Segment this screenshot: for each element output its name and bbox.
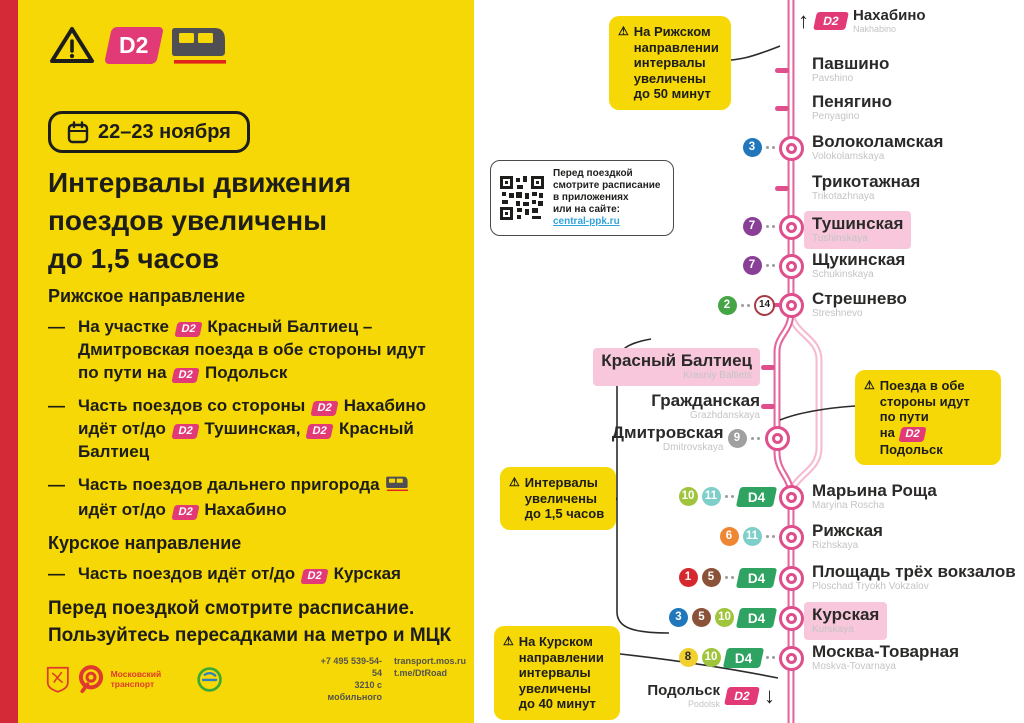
station-interchange-marker [779, 525, 804, 550]
station-text [651, 391, 760, 422]
metro-line-2-badge: 2 [718, 296, 737, 315]
transfer-badges [743, 138, 776, 157]
station-text [812, 521, 883, 552]
station-label [812, 54, 889, 85]
station-tick [775, 106, 789, 111]
station-tick [761, 365, 775, 370]
station-interchange-marker [779, 215, 804, 240]
station-interchange-marker [779, 485, 804, 510]
station-text [812, 562, 1016, 593]
callout-text: На Курском направлении интервалы увеличены до 40 минут [518, 634, 604, 711]
footer-phone-mobile: 3210 с мобильного [327, 680, 382, 702]
callout-interval-90 [500, 467, 616, 530]
qr-schedule-box [490, 160, 674, 236]
station-interchange-marker [779, 646, 804, 671]
central-ppk-link[interactable]: central-ppk.ru [553, 216, 620, 227]
d2-badge: D2 [724, 687, 760, 705]
transfer-badges [743, 256, 776, 275]
metro-line-3-badge: 3 [669, 608, 688, 627]
bullet-text: Часть поездов со стороны D2 Нахабино идёт от/до D2 Тушинская, D2 Красный Балтиец [78, 396, 427, 461]
station-translit: Krasniy Baltiets [683, 370, 752, 381]
station-label-left [612, 422, 760, 454]
bypass-branch-line [791, 310, 819, 498]
station-label [812, 481, 937, 512]
station-tick [761, 404, 775, 409]
station-text [812, 481, 937, 512]
metro-line-1-badge: 1 [679, 568, 698, 587]
station-translit: Streshnevo [812, 308, 863, 319]
station-name: Гражданская [651, 390, 760, 410]
d4-badge: D4 [736, 568, 777, 588]
d4-badge: D4 [722, 648, 763, 668]
station-label [812, 642, 959, 673]
d2-badge: D2 [172, 368, 200, 383]
station-translit: Trikotazhnaya [812, 191, 875, 202]
d4-badge: D4 [736, 487, 777, 507]
callout-kursk [494, 626, 620, 720]
station-text [812, 250, 905, 281]
station-translit: Schukinskaya [812, 269, 874, 280]
d2-badge: D2 [899, 427, 927, 442]
d2-badge: D2 [171, 424, 199, 439]
callout-text: Интервалы увеличены до 1,5 часов [524, 475, 605, 521]
arrow-down-icon: ↓ [764, 683, 775, 708]
station-translit: Tushinskaya [812, 233, 868, 244]
station-highlight [804, 211, 911, 249]
station-name: Волоколамская [812, 132, 944, 151]
station-tick [775, 186, 789, 191]
station-name: Пенягино [812, 92, 893, 111]
terminus-name: Подольск [647, 682, 720, 699]
d2-badge: D2 [300, 569, 328, 584]
transfer-dots [766, 535, 776, 538]
station-interchange-marker [779, 293, 804, 318]
callout-riga [609, 16, 731, 110]
callout-podolsk-route [855, 370, 1001, 465]
transfer-badges [679, 648, 776, 668]
transfer-dots [766, 656, 776, 659]
section-heading: Курское направление [48, 533, 242, 553]
brand-text: Московский транспорт [110, 669, 162, 689]
d2-badge: D2 [171, 505, 199, 520]
station-interchange-marker [779, 136, 804, 161]
d2-badge: D2 [174, 322, 202, 337]
station-translit: Penyagino [812, 111, 860, 122]
station-name: Марьина Роща [812, 481, 937, 500]
station-label [812, 132, 943, 163]
metro-line-9-badge: 9 [728, 429, 747, 448]
callout-text: Поезда в обе стороны идут по пути на D2 Подольск [879, 378, 970, 457]
transfer-dots [766, 225, 776, 228]
metro-line-7-badge: 7 [743, 256, 762, 275]
station-label [812, 521, 883, 552]
station-text [812, 172, 920, 203]
warning-icon: ⚠ [503, 634, 514, 648]
station-label-left [593, 351, 760, 383]
station-label [812, 250, 905, 281]
station-text [812, 54, 889, 85]
outro-text: Перед поездкой смотрите расписание. Пользуйтесь пересадками на метро и МЦК [48, 598, 452, 646]
arrow-up-icon: ↑ [798, 8, 809, 33]
station-text [812, 92, 892, 123]
transfer-badges [679, 568, 776, 588]
metro-line-7-badge: 7 [743, 217, 762, 236]
qr-code [499, 175, 545, 221]
metro-line-11-badge: 11 [702, 487, 721, 506]
metro-line-5-badge: 5 [692, 608, 711, 627]
metro-line-5-badge: 5 [702, 568, 721, 587]
transfer-dots [725, 495, 735, 498]
terminus-podolsk [647, 683, 775, 709]
bullet-dash: — [48, 475, 65, 494]
footer-site: transport.mos.ru [393, 656, 466, 666]
terminus-translit: Nakhabino [853, 24, 897, 34]
metro-line-10-badge: 10 [679, 487, 698, 506]
station-interchange-marker [765, 426, 790, 451]
station-translit: Kurskaya [812, 624, 854, 635]
station-highlight [593, 348, 760, 386]
station-name: Павшино [812, 54, 890, 73]
warning-icon: ⚠ [864, 378, 875, 392]
transfer-dots [741, 304, 751, 307]
station-name: Красный Балтиец [601, 351, 752, 370]
station-translit: Ploschad Tryokh Vokzalov [812, 581, 929, 592]
station-highlight [804, 602, 887, 640]
section-heading: Рижское направление [48, 286, 246, 306]
metro-line-11-badge: 11 [743, 527, 762, 546]
d4-badge: D4 [736, 608, 777, 628]
date-text: 22–23 ноября [98, 120, 231, 143]
bullet-dash: — [48, 317, 65, 336]
d2-badge: D2 [306, 424, 334, 439]
transfer-badges [669, 608, 775, 628]
terminus-name: Нахабино [853, 7, 926, 24]
transfer-dots [751, 437, 761, 440]
station-translit: Rizhskaya [812, 540, 859, 551]
transfer-badges [743, 217, 776, 236]
station-interchange-marker [779, 606, 804, 631]
metro-line-6-badge: 6 [720, 527, 739, 546]
station-label-left [651, 390, 760, 422]
station-translit: Volokolamskaya [812, 151, 885, 162]
transfer-dots [725, 576, 735, 579]
warning-icon: ⚠ [509, 475, 520, 489]
station-label [804, 602, 887, 640]
d2-badge: D2 [813, 12, 849, 30]
bullet-text: Часть поездов дальнего пригорода идёт от/до D2 Нахабино [78, 473, 409, 521]
warning-icon: ⚠ [618, 24, 629, 38]
metro-line-10-badge: 10 [702, 648, 721, 667]
callout-text: На Рижском направлении интервалы увеличены до 50 минут [633, 24, 719, 101]
footer-telegram: t.me/DtRoad [393, 668, 447, 678]
station-translit: Moskva-Tovarnaya [812, 661, 896, 672]
station-name: Стрешнево [812, 289, 907, 308]
station-interchange-marker [779, 566, 804, 591]
station-tick [775, 68, 789, 73]
transfer-badges [679, 487, 776, 507]
footer-phone: +7 495 539-54-54 [320, 656, 382, 678]
station-label [804, 211, 911, 249]
metro-line-14-badge: 14 [754, 295, 775, 316]
metro-line-10-badge: 10 [715, 608, 734, 627]
station-label [812, 562, 1016, 593]
station-text [812, 132, 943, 163]
station-label [812, 172, 920, 203]
bullet-dash: — [48, 396, 65, 415]
station-name: Щукинская [812, 250, 906, 269]
station-translit: Dmitrovskaya [662, 441, 724, 453]
page-title: Интервалы движения поездов увеличены до 1,5 часов [48, 167, 352, 274]
station-translit: Pavshino [812, 73, 854, 84]
transfer-badges [718, 295, 776, 316]
metro-line-8-badge: 8 [679, 648, 698, 667]
transfer-dots [766, 264, 776, 267]
station-translit: Grazhdanskaya [689, 409, 760, 421]
transfer-dots [766, 146, 776, 149]
d2-badge: D2 [310, 401, 338, 416]
d2-line-badge: D2 [104, 27, 164, 64]
bullet-text: Часть поездов идёт от/до D2 Курская [78, 564, 401, 583]
bullet-dash: — [48, 564, 65, 583]
station-name: Дмитровская [611, 422, 724, 442]
station-text [612, 423, 724, 454]
station-name: Площадь трёх вокзалов [812, 562, 1016, 581]
station-label [812, 92, 892, 123]
station-name: Рижская [812, 521, 883, 540]
station-text [812, 642, 959, 673]
transfer-badges [720, 527, 776, 546]
terminus-translit: Podolsk [687, 699, 720, 709]
metro-line-3-badge: 3 [743, 138, 762, 157]
qr-caption: Перед поездкой смотрите расписание в приложениях или на сайте: central-ppk.ru [553, 168, 661, 227]
station-name: Трикотажная [812, 172, 921, 191]
station-name: Тушинская [812, 214, 904, 233]
station-label [812, 289, 907, 320]
station-text [812, 289, 907, 320]
station-translit: Maryina Roscha [812, 500, 885, 511]
terminus-nakhabino [798, 8, 926, 34]
bullet-text: На участке D2 Красный Балтиец – Дмитровская поезда в обе стороны идут по пути на D2 Подольск [78, 317, 426, 382]
station-name: Курская [812, 605, 880, 624]
station-name: Москва-Товарная [812, 642, 960, 661]
station-interchange-marker [779, 254, 804, 279]
